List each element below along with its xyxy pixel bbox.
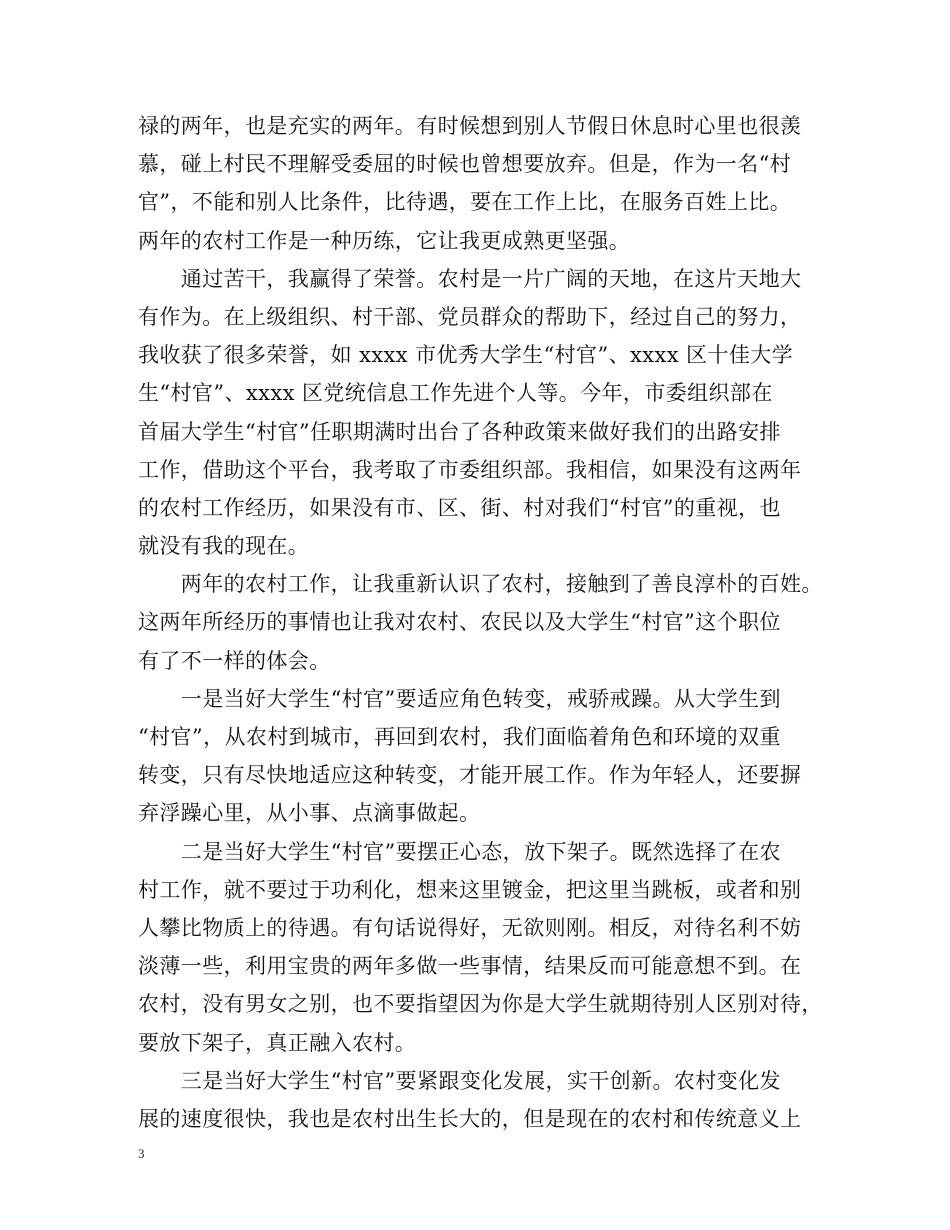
text-line: 慕，碰上村民不理解受委屈的时候也曾想要放弃。但是，作为一名“村 (138, 152, 792, 177)
text-line: 要放下架子，真正融入农村。 (138, 1030, 417, 1055)
page-number: 3 (138, 1146, 145, 1161)
text-line: 村工作，就不要过于功利化，想来这里镀金，把这里当跳板，或者和别 (138, 877, 802, 902)
text-line: 转变，只有尽快地适应这种转变，才能开展工作。作为年轻人，还要摒 (138, 763, 802, 788)
text-line: 农村，没有男女之别，也不要指望因为你是大学生就期待别人区别对待， (138, 992, 823, 1017)
text-line: 这两年所经历的事情也让我对农村、农民以及大学生“村官”这个职位 (138, 610, 781, 635)
text-line: 有作为。在上级组织、村干部、党员群众的帮助下，经过自己的努力， (138, 304, 802, 329)
text-line: 人攀比物质上的待遇。有句话说得好，无欲则刚。相反，对待名利不妨 (138, 915, 802, 940)
text-line: 官”，不能和别人比条件，比待遇，要在工作上比，在服务百姓上比。 (138, 190, 792, 215)
text-line: 就没有我的现在。 (138, 534, 310, 559)
text-line: 生“村官”、xxxx 区党统信息工作先进个人等。今年，市委组织部在 (138, 381, 773, 406)
text-line: 展的速度很快，我也是农村出生长大的，但是现在的农村和传统意义上 (138, 1106, 802, 1131)
text-line: 的农村工作经历，如果没有市、区、街、村对我们“村官”的重视，也 (138, 495, 781, 520)
text-line: 二是当好大学生“村官”要摆正心态，放下架子。既然选择了在农 (138, 839, 781, 864)
text-line: 我收获了很多荣誉，如 xxxx 市优秀大学生“村官”、xxxx 区十佳大学 (138, 343, 794, 368)
text-line: 两年的农村工作，让我重新认识了农村，接触到了善良淳朴的百姓。 (138, 572, 823, 597)
text-line: 弃浮躁心里，从小事、点滴事做起。 (138, 801, 481, 826)
text-line: 首届大学生“村官”任职期满时出台了各种政策来做好我们的出路安排 (138, 419, 781, 444)
text-line: 两年的农村工作是一种历练，它让我更成熟更坚强。 (138, 228, 631, 253)
text-line: 一是当好大学生“村官”要适应角色转变，戒骄戒躁。从大学生到 (138, 686, 781, 711)
body-text (138, 107, 828, 1138)
text-line: 禄的两年，也是充实的两年。有时候想到别人节假日休息时心里也很羡 (138, 114, 802, 138)
text-line: “村官”，从农村到城市，再回到农村，我们面临着角色和环境的双重 (138, 725, 781, 749)
text-line: 通过苦干，我赢得了荣誉。农村是一片广阔的天地，在这片天地大 (138, 266, 802, 291)
text-line: 淡薄一些，利用宝贵的两年多做一些事情，结果反而可能意想不到。在 (138, 954, 802, 979)
text-line: 三是当好大学生“村官”要紧跟变化发展，实干创新。农村变化发 (138, 1068, 781, 1093)
text-line: 工作，借助这个平台，我考取了市委组织部。我相信，如果没有这两年 (138, 457, 802, 482)
text-line: 有了不一样的体会。 (138, 648, 331, 673)
